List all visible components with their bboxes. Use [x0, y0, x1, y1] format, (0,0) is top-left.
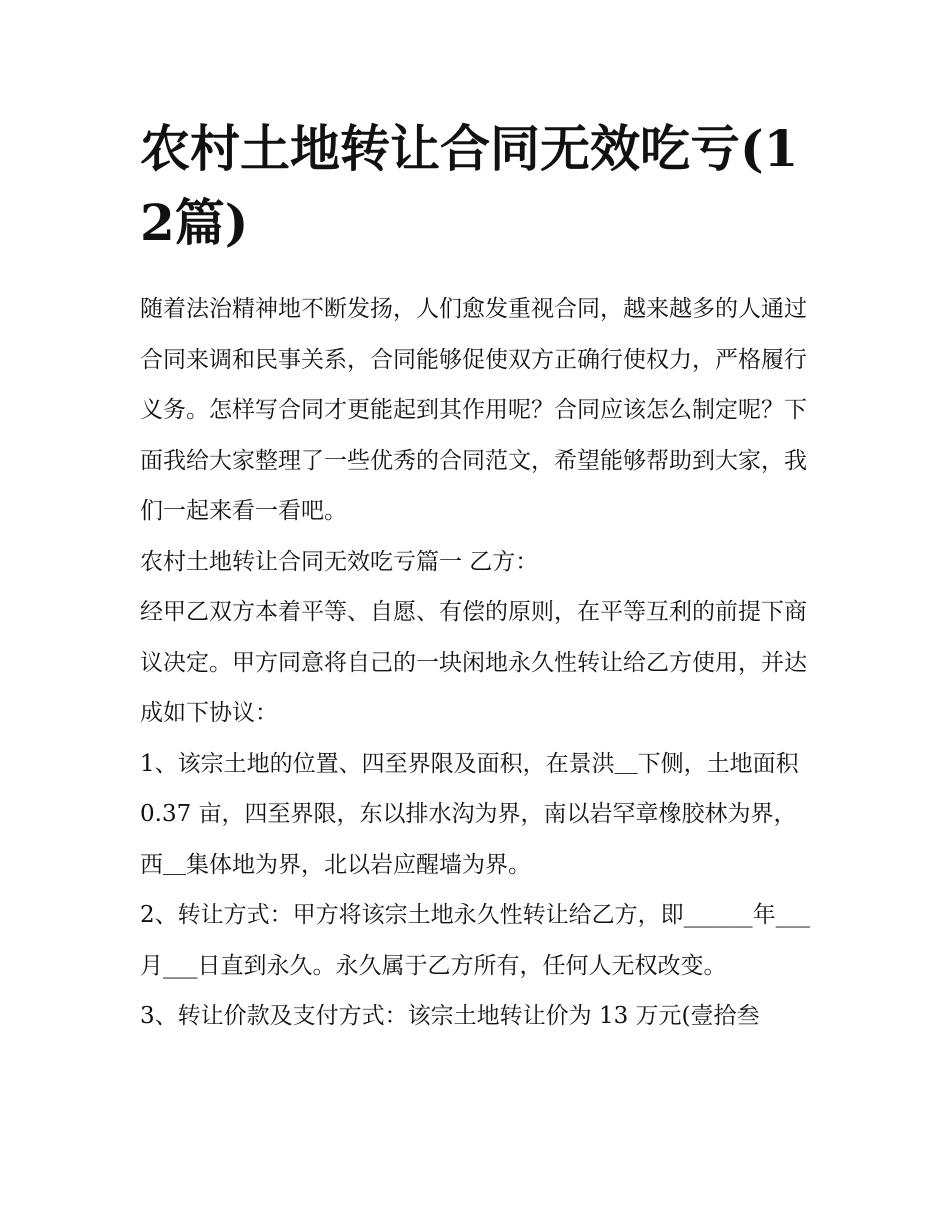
document-page [140, 112, 812, 1042]
clause-1-paragraph: 1、该宗土地的位置、四至界限及面积，在景洪＿下侧，土地面积 0.37 亩，四至界限，东以排水沟为界，南以岩罕章橡胶林为界，西＿集体地为界，北以岩应醒墙为界。 [140, 750, 799, 878]
agreement-preamble-paragraph: 经甲乙双方本着平等、自愿、有偿的原则，在平等互利的前提下商议决定。甲方同意将自己的一块闲地永久性转让给乙方使用，并达成如下协议： [140, 599, 807, 726]
clause-2-paragraph: 2、转让方式：甲方将该宗土地永久性转让给乙方，即______年___月___日直到永久。永久属于乙方所有，任何人无权改变。 [140, 902, 811, 979]
intro-paragraph: 随着法治精神地不断发扬，人们愈发重视合同，越来越多的人通过合同来调和民事关系，合同能够促使双方正确行使权力，严格履行义务。怎样写合同才更能起到其作用呢？合同应该怎么制定呢？下面我给大家整理了一些优秀的合同范文，希望能够帮助到大家，我们一起来看一看吧。 [140, 296, 807, 524]
document-title: 农村土地转让合同无效吃亏(12篇) [140, 119, 799, 252]
section-heading-part-one: 农村土地转让合同无效吃亏篇一 乙方： [140, 548, 539, 575]
clause-3-paragraph: 3、转让价款及支付方式：该宗土地转让价为 13 万元(壹拾叁 [140, 1003, 760, 1029]
